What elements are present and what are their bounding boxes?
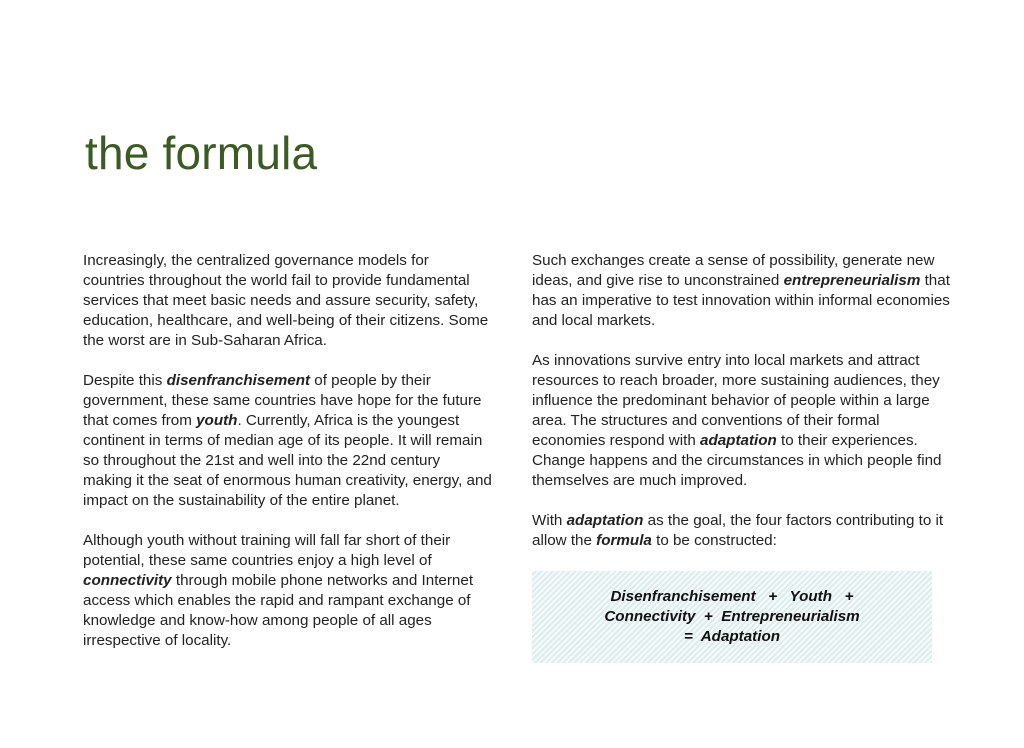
right-p3-text-a: With [532, 512, 567, 529]
formula-line-3: = Adaptation [683, 628, 781, 645]
formula-line-2: Connectivity + Entrepreneurialism [604, 608, 860, 625]
right-p3-text-e: to be constructed: [651, 532, 777, 549]
left-p2-text-c: of people by their government, these same countries have hope for the future that comes from [83, 372, 482, 429]
keyword-entrepreneurialism: entrepreneurialism [783, 272, 921, 289]
left-p2-text-e: . Currently, Africa is the youngest continent in terms of median age of its people. It will remain so throughout the 21st and well into the 22nd century making it the seat of enormous human creativity, energy, and impact on the sustainability of the entire planet. [83, 412, 492, 509]
right-p1-text-a: Such exchanges create a sense of possibility, generate new ideas, and give rise to unconstrained [532, 252, 935, 289]
keyword-adaptation: adaptation [700, 432, 777, 449]
right-p2-text-c: to their experiences. Change happens and the circumstances in which people find themselves are much improved. [532, 432, 942, 489]
keyword-disenfranchisement: disenfranchisement [166, 372, 311, 389]
left-p3-text-a: Although youth without training will fall far short of their potential, these same countries enjoy a high level of [83, 532, 451, 569]
right-p3-text-c: as the goal, the four factors contributing to it allow the [532, 512, 944, 549]
keyword-formula: formula [596, 532, 652, 549]
right-paragraph-3 [532, 511, 952, 551]
left-paragraph-3 [83, 531, 493, 651]
left-column [83, 251, 493, 671]
keyword-connectivity: connectivity [83, 572, 172, 589]
slide-title: the formula [85, 127, 318, 179]
left-p3-text-c: through mobile phone networks and Internet access which enables the rapid and rampant exchange of knowledge and know-how among people of all ages irrespective of locality. [83, 572, 474, 649]
left-p2-text-a: Despite this [83, 372, 167, 389]
left-p1-text: Increasingly, the centralized governance models for countries throughout the world fail to provide fundamental services that meet basic needs and assure security, safety, education, healthcare, and well-being of their citizens. Some the worst are in Sub-Saharan Africa. [83, 252, 489, 349]
right-paragraph-1 [532, 251, 952, 331]
formula-box [532, 571, 932, 663]
left-paragraph-2 [83, 371, 493, 511]
left-paragraph-1 [83, 251, 493, 351]
right-p1-text-c: that has an imperative to test innovation within informal economies and local markets. [532, 272, 950, 329]
right-paragraph-2 [532, 351, 952, 491]
keyword-adaptation-2: adaptation [566, 512, 644, 529]
right-p2-text-a: As innovations survive entry into local markets and attract resources to reach broader, more sustaining audiences, they influence the predominant behavior of people within a large area. The structures and conventions of their formal economies respond with [532, 352, 940, 449]
keyword-youth: youth [196, 412, 238, 429]
formula-line-1: Disenfranchisement + Youth + [610, 588, 854, 605]
right-column [532, 251, 952, 571]
